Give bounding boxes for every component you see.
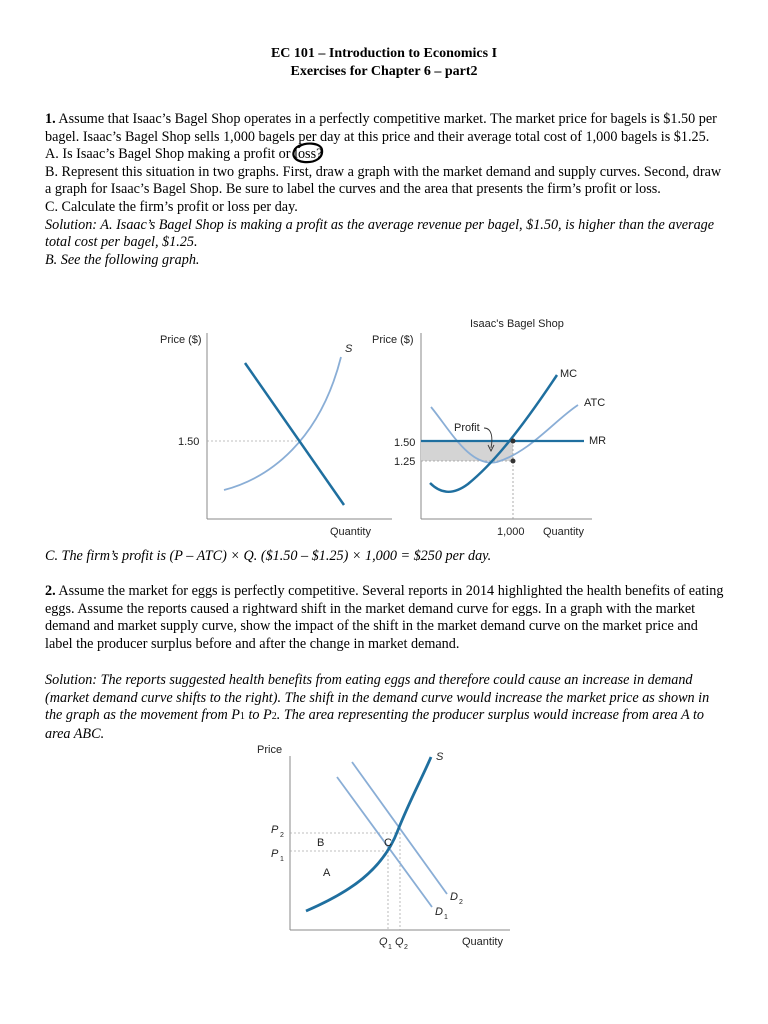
handwritten-circle-mark xyxy=(291,142,327,166)
q2-label: Q xyxy=(395,936,404,948)
q1-intro xyxy=(45,111,725,146)
atc-point xyxy=(511,459,516,464)
market-quantity-axis-label: Quantity xyxy=(330,526,371,538)
firm-graph-title: Isaac's Bagel Shop xyxy=(470,318,564,330)
q1-part-a xyxy=(45,146,725,164)
profit-label: Profit xyxy=(454,422,480,434)
p2-label: P xyxy=(271,824,279,836)
mc-curve xyxy=(430,375,557,492)
q2-solution-text-2: to P xyxy=(244,707,272,724)
q2-intro-text: Assume the market for eggs is perfectly competitive. Several reports in 2014 highlighted the health benefits of eating eggs. Assume the reports caused a rightward shift in the market demand curve for eggs. In a graph with the market demand and market supply curve, show the impact of the shift in the market demand curve on the market price and label the producer surplus before and after the change in market demand. xyxy=(45,583,724,652)
d2-label: D xyxy=(450,891,458,903)
q1-number: 1. xyxy=(45,111,56,127)
q2-solution xyxy=(45,672,725,743)
q2-solution-text-3: . The area representing the producer surplus would increase from area A to area ABC. xyxy=(45,707,705,742)
mc-label: MC xyxy=(560,368,578,380)
q1-part-c: C. Calculate the firm’s profit or loss per day. xyxy=(45,198,298,215)
p1-label: P xyxy=(271,848,279,860)
q2-solution-sub-1: 1 xyxy=(239,711,245,723)
d2-subscript: 2 xyxy=(459,899,463,906)
supply-curve xyxy=(306,757,431,911)
area-b-label: B xyxy=(317,837,325,849)
firm-price-label: 1.50 xyxy=(394,437,416,449)
q1-solution-c: C. The firm’s profit is (P – ATC) × Q. ($1.50 – $1.25) × 1,000 = $250 per day. xyxy=(45,548,492,564)
market-supply-curve xyxy=(224,357,341,490)
loss-text: loss xyxy=(294,146,317,163)
market-price-label: 1.50 xyxy=(178,436,200,448)
course-title: EC 101 – Introduction to Economics I xyxy=(270,46,498,61)
q2-subscript: 2 xyxy=(404,944,408,951)
firm-quantity-value: 1,000 xyxy=(497,526,525,538)
q1-label: Q xyxy=(379,936,388,948)
q1-part-a-text: A. Is Isaac’s Bagel Shop making a profit or xyxy=(45,146,295,163)
q1-intro-text: Assume that Isaac’s Bagel Shop operates in a perfectly competitive market. The market price for bagels is $1.50 per bagel. Isaac’s Bagel Shop sells 1,000 bagels per day at this price and their average total cost of 1,000 bagels is $1.25. xyxy=(45,111,717,145)
figure-bagel-shop xyxy=(150,310,620,545)
d1-subscript: 1 xyxy=(444,914,448,921)
atc-label: ATC xyxy=(584,397,606,409)
q1-part-a-end: ? xyxy=(316,146,323,163)
firm-quantity-axis-label: Quantity xyxy=(543,526,584,538)
q2-intro xyxy=(45,583,725,653)
exercise-subtitle: Exercises for Chapter 6 – part2 xyxy=(290,64,478,79)
firm-graph xyxy=(372,318,606,538)
market-price-axis-label: Price ($) xyxy=(160,334,202,346)
q1-solution-a: Solution: A. Isaac’s Bagel Shop is making a profit as the average revenue per bagel, $1.50, is higher than the average total cost per bagel, $1.25. xyxy=(45,216,715,251)
equilibrium-point xyxy=(511,439,516,444)
mr-label: MR xyxy=(589,435,607,447)
q1-solution-b: B. See the following graph. xyxy=(45,251,200,268)
d1-label: D xyxy=(435,906,443,918)
area-c-label: C xyxy=(384,837,392,849)
q2-solution-sub-2: 2 xyxy=(271,711,277,723)
q1-part-b: B. Represent this situation in two graphs. First, draw a graph with the market demand and supply curves. Second, draw a graph for Isaac’s Bagel Shop. Be sure to label the curves and the area that presents the firm’s profit or loss. xyxy=(45,163,722,198)
market-supply-label: S xyxy=(345,343,353,355)
p1-subscript: 1 xyxy=(280,856,284,863)
firm-price-axis-label: Price ($) xyxy=(372,334,414,346)
firm-atc-value-label: 1.25 xyxy=(394,456,416,468)
question-1 xyxy=(45,111,725,269)
egg-quantity-axis-label: Quantity xyxy=(462,936,503,948)
egg-price-axis-label: Price xyxy=(257,744,283,756)
p2-subscript: 2 xyxy=(280,832,284,839)
q2-number: 2. xyxy=(45,583,56,599)
loss-word xyxy=(294,146,316,162)
market-demand-curve xyxy=(245,363,344,505)
area-a-label: A xyxy=(323,867,331,879)
egg-supply-label: S xyxy=(436,751,444,763)
q2-solution-text-1: Solution: The reports suggested health benefits from eating eggs and therefore could cause an increase in demand (market demand curve shifts to the right). The shift in the demand curve would increase the market price as shown in the graph as the movement from P xyxy=(45,672,710,724)
market-graph xyxy=(160,333,392,538)
question-2 xyxy=(45,583,725,653)
figure-egg-market xyxy=(250,740,520,955)
q1-subscript: 1 xyxy=(388,944,392,951)
